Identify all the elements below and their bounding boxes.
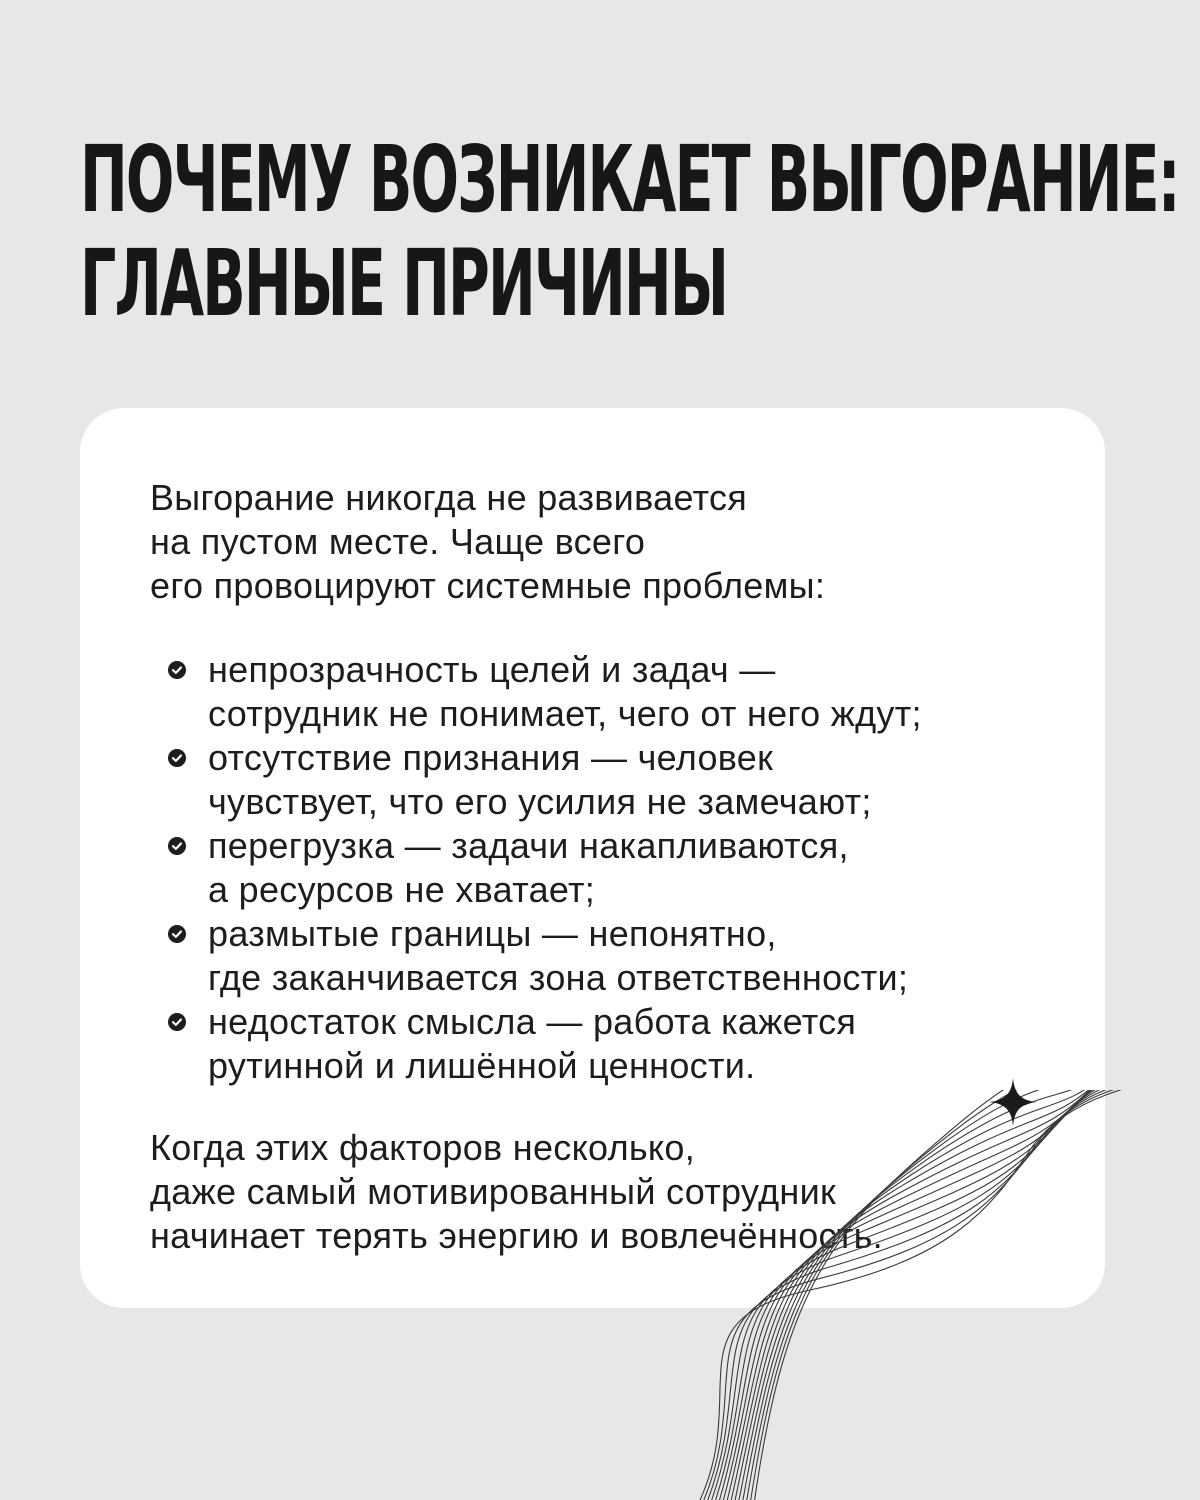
reason-line-2: рутинной и лишённой ценности.	[208, 1045, 756, 1086]
wave-line	[700, 1090, 1200, 1500]
check-circle-icon	[168, 1013, 186, 1031]
wave-lines-decoration	[690, 1090, 1200, 1500]
intro-line-1: Выгорание никогда не развивается	[150, 477, 748, 518]
reason-line-2: где заканчивается зона ответственности;	[208, 957, 909, 998]
outro-line-2: даже самый мотивированный сотрудник	[150, 1171, 837, 1212]
wave-line	[712, 1090, 1200, 1500]
list-item	[168, 1000, 922, 1088]
reason-line-2: а ресурсов не хватает;	[208, 869, 596, 910]
list-item	[168, 912, 922, 1000]
check-circle-icon	[168, 837, 186, 855]
check-circle-icon	[168, 925, 186, 943]
reason-line-1: перегрузка — задачи накапливаются,	[208, 825, 849, 866]
page-title-line-2: ГЛАВНЫЕ ПРИЧИНЫ	[80, 230, 728, 337]
intro-line-3: его провоцируют системные проблемы:	[150, 565, 826, 606]
check-circle-icon	[168, 749, 186, 767]
reason-line-1: недостаток смысла — работа кажется	[208, 1001, 857, 1042]
wave-line	[743, 1090, 1200, 1500]
intro-line-2: на пустом месте. Чаще всего	[150, 521, 646, 562]
wave-line	[723, 1090, 1200, 1500]
sparkle-icon	[987, 1076, 1039, 1128]
check-circle-icon	[168, 661, 186, 679]
reason-line-2: чувствует, что его усилия не замечают;	[208, 781, 872, 822]
list-item	[168, 736, 922, 824]
outro-line-1: Когда этих факторов несколько,	[150, 1127, 696, 1168]
wave-line	[747, 1090, 1200, 1500]
intro-paragraph	[150, 476, 825, 608]
wave-line	[755, 1090, 1200, 1500]
outro-line-3: начинает терять энергию и вовлечённость.	[150, 1215, 883, 1256]
wave-line	[751, 1090, 1200, 1500]
list-item	[168, 824, 922, 912]
list-item	[168, 648, 922, 736]
page-title	[80, 126, 1179, 337]
reason-line-2: сотрудник не понимает, чего от него ждут;	[208, 693, 922, 734]
reason-line-1: отсутствие признания — человек	[208, 737, 774, 778]
page-title-line-1: ПОЧЕМУ ВОЗНИКАЕТ ВЫГОРАНИЕ:	[80, 126, 1179, 233]
reasons-list	[168, 648, 922, 1088]
reason-line-1: непрозрачность целей и задач —	[208, 649, 776, 690]
reason-line-1: размытые границы — непонятно,	[208, 913, 777, 954]
